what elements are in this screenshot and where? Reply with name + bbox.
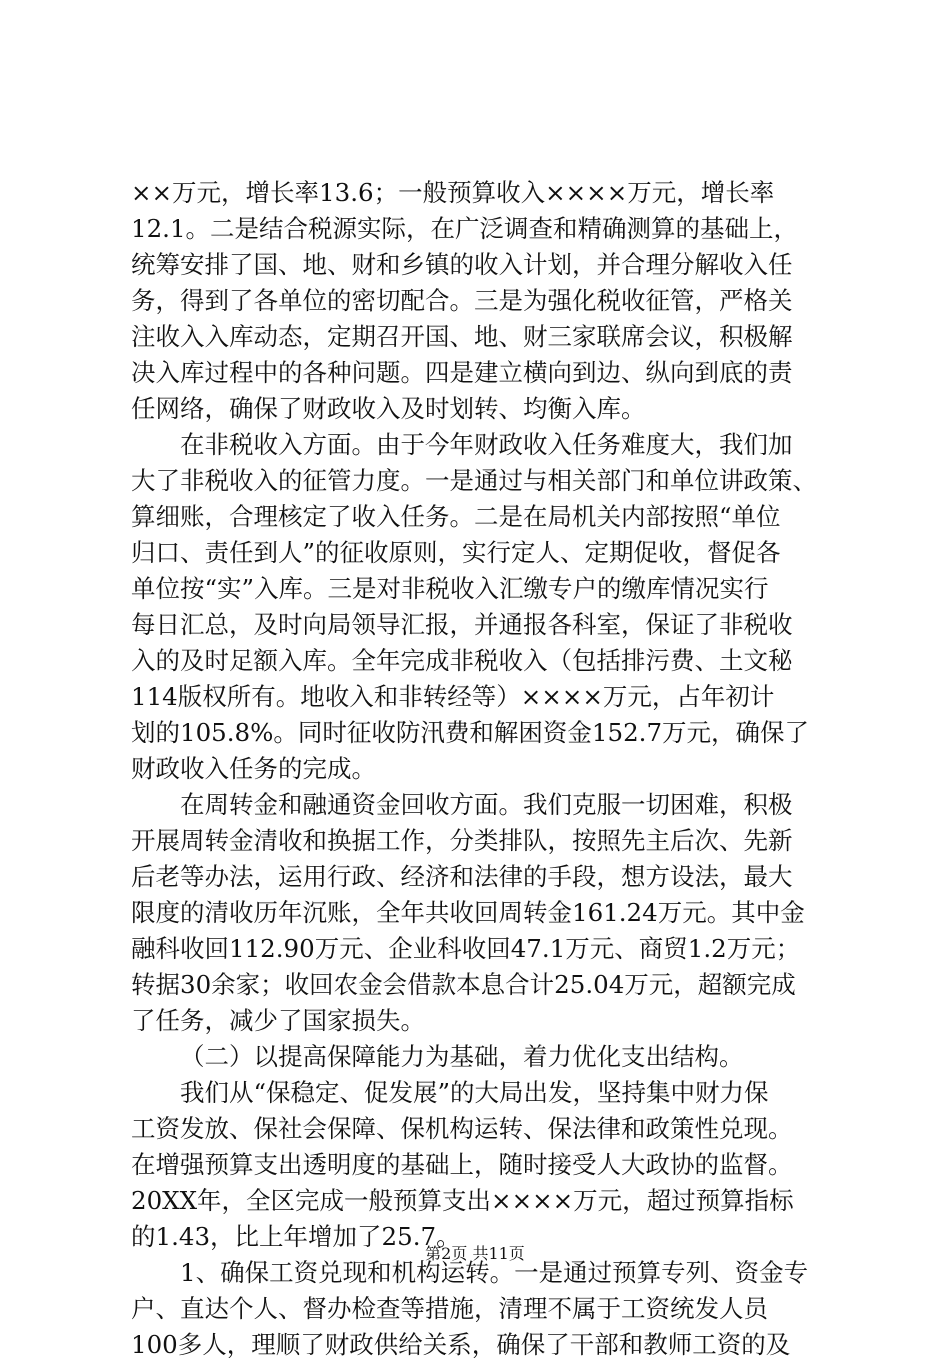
body-text-line: 入的及时足额入库。全年完成非税收入（包括排污费、土文秘: [131, 646, 793, 675]
paragraph-start-line: 在非税收入方面。由于今年财政收入任务难度大，我们加: [180, 430, 793, 459]
body-text-line: 20XX年，全区完成一般预算支出××××万元，超过预算指标: [131, 1186, 794, 1215]
paragraph-start-line: 我们从“保稳定、促发展”的大局出发，坚持集中财力保: [180, 1078, 769, 1107]
body-text-line: 在增强预算支出透明度的基础上，随时接受人大政协的监督。: [131, 1150, 793, 1179]
body-text-line: 的1.43，比上年增加了25.7。: [131, 1222, 461, 1251]
page-footer: 第2页 共11页: [425, 1244, 525, 1263]
body-text-line: 后老等办法，运用行政、经济和法律的手段，想方设法，最大: [131, 862, 793, 891]
body-text-line: 工资发放、保社会保障、保机构运转、保法律和政策性兑现。: [131, 1114, 793, 1143]
body-text-line: 100多人，理顺了财政供给关系，确保了干部和教师工资的及: [131, 1330, 791, 1359]
body-text-line: 了任务，减少了国家损失。: [131, 1006, 425, 1035]
body-text-line: 统筹安排了国、地、财和乡镇的收入计划，并合理分解收入任: [131, 250, 793, 279]
body-text-line: 任网络，确保了财政收入及时划转、均衡入库。: [131, 394, 646, 423]
body-text-line: 归口、责任到人”的征收原则，实行定人、定期促收，督促各: [131, 538, 781, 567]
body-text-line: ××万元，增长率13.6；一般预算收入××××万元，增长率: [131, 178, 775, 207]
body-text-line: 融科收回112.90万元、企业科收回47.1万元、商贸1.2万元；: [131, 934, 801, 963]
body-text-line: 注收入入库动态，定期召开国、地、财三家联席会议，积极解: [131, 322, 793, 351]
body-text-line: 划的105.8%。同时征收防汛费和解困资金152.7万元，确保了: [131, 718, 810, 747]
body-text-line: 转据30余家；收回农金会借款本息合计25.04万元，超额完成: [131, 970, 796, 999]
body-text-line: 务，得到了各单位的密切配合。三是为强化税收征管，严格关: [131, 286, 793, 315]
body-text-line: 大了非税收入的征管力度。一是通过与相关部门和单位讲政策、: [131, 466, 817, 495]
body-text-line: 114版权所有。地收入和非转经等）××××万元，占年初计: [131, 682, 775, 711]
body-text-line: 每日汇总，及时向局领导汇报，并通报各科室，保证了非税收: [131, 610, 793, 639]
section-heading: （二）以提高保障能力为基础，着力优化支出结构。: [180, 1042, 744, 1071]
body-text-line: 单位按“实”入库。三是对非税收入汇缴专户的缴库情况实行: [131, 574, 769, 603]
paragraph-start-line: 1、确保工资兑现和机构运转。一是通过预算专列、资金专: [180, 1258, 809, 1287]
body-text-line: 限度的清收历年沉账，全年共收回周转金161.24万元。其中金: [131, 898, 805, 927]
body-text-line: 12.1。二是结合税源实际，在广泛调查和精确测算的基础上，: [131, 214, 799, 243]
body-text-line: 决入库过程中的各种问题。四是建立横向到边、纵向到底的责: [131, 358, 793, 387]
body-text-line: 户、直达个人、督办检查等措施，清理不属于工资统发人员: [131, 1294, 768, 1323]
paragraph-start-line: 在周转金和融通资金回收方面。我们克服一切困难，积极: [180, 790, 793, 819]
body-text-line: 财政收入任务的完成。: [131, 754, 376, 783]
body-text-line: 算细账，合理核定了收入任务。二是在局机关内部按照“单位: [131, 502, 781, 531]
body-text-line: 开展周转金清收和换据工作，分类排队，按照先主后次、先新: [131, 826, 793, 855]
